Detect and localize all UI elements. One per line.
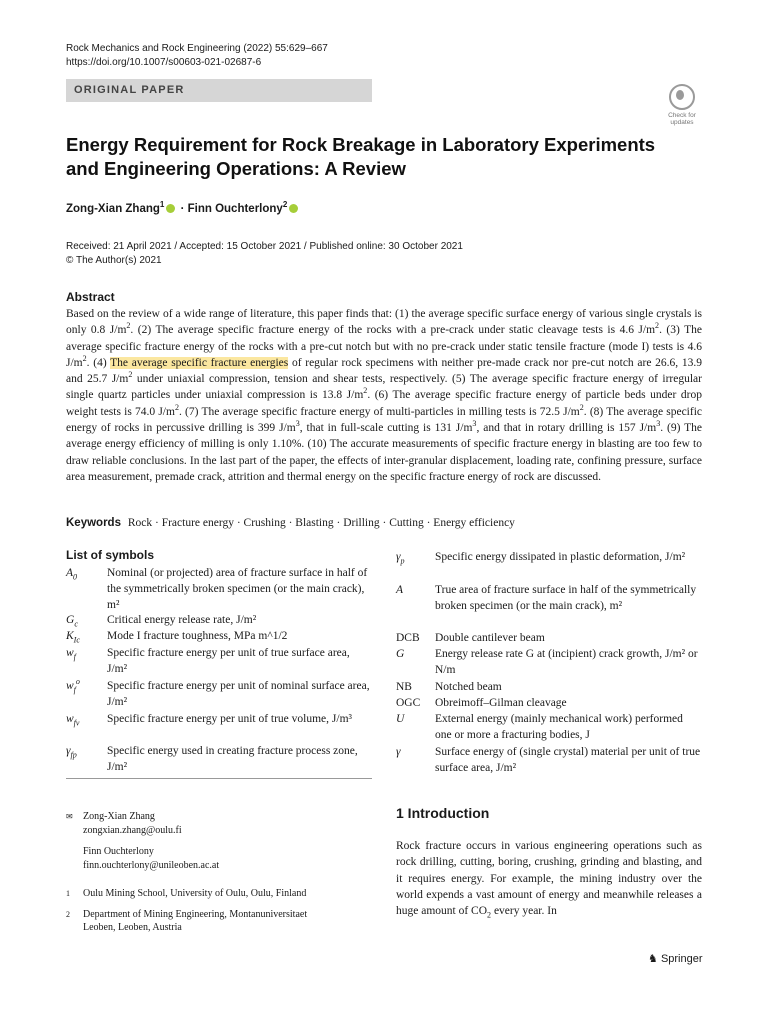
author-name[interactable]: Zong‑Xian Zhang	[66, 203, 160, 215]
abstract-text: Based on the review of a wide range of literature, this paper finds that: (1) the average specific surface energy of various single crystals is only 0.8 $J/m^2$. (2) The average specific fracture energy of the rocks with a pre-crack under static cleavage tests is 4.6 $J/m^2$. (3) The average specific fracture energy of the rocks with a pre-cut notch but with no pre-crack under static tensile fracture (mode I) tests is 4.6 $J/m^2$. (4) The average specific fracture energies of regular rock specimens with neither pre-made crack nor pre-cut notch are 26.6, 13.9 and 25.7 $J/m^2$ under uniaxial compression, tension and shear tests, respectively. (5) The average specific fracture energy of irregular single quartz particles under uniaxial compression is 13.8 $J/m^2$. (6) The average specific fracture energy of particle beds under drop weight tests is 74.0 $J/m^2$. (7) The average specific fracture energy of multi-particles in milling tests is 72.5 $J/m^2$. (8) The average specific energy of rocks in percussive drilling is 399 $J/m^3$, that in full-scale cutting is 131 $J/m^3$, and that in rotary drilling is 157 $J/m^3$. (9) The average energy efficiency of milling is only 1.10%. (10) The accurate measurements of specific fracture energy in blasting are too few to draw reliable conclusions. In the last part of the paper, the effects of inter-granular displacement, loading rate, confining pressure, surface area measurement, premade crack, attrition and thermal energy on the specific fracture energy of rock are discussed.	[66, 308, 702, 483]
author-name[interactable]: Finn Ouchterlony	[187, 203, 283, 215]
corr-email[interactable]: zongxian.zhang@oulu.fi	[83, 824, 182, 836]
affiliation-1	[66, 887, 366, 901]
dates-line: Received: 21 April 2021 / Accepted: 15 October 2021 / Published online: 30 October 2021	[66, 241, 463, 252]
check-badge-line1: Check for	[668, 112, 696, 119]
author-separator: ·	[177, 203, 188, 215]
keywords	[66, 517, 515, 529]
symbol-entry	[66, 711, 372, 744]
corr-name: Zong-Xian Zhang	[83, 811, 155, 822]
journal-line: Rock Mechanics and Rock Engineering (2022) 55:629–667	[66, 43, 328, 54]
symbol-desc: External energy (mainly mechanical work) performed one or more a fracturing bodies, J	[435, 713, 683, 741]
symbol-desc: Specific energy used in creating fracture process zone, J/m²	[107, 745, 358, 773]
abstract-heading: Abstract	[66, 290, 115, 304]
title-line2: and Engineering Operations: A Review	[66, 158, 406, 179]
publisher-logo	[648, 952, 703, 965]
symbol-entry	[396, 711, 702, 744]
keywords-label: Keywords	[66, 517, 121, 529]
symbol: $A_0$	[66, 567, 78, 582]
publisher-name: Springer	[660, 953, 703, 965]
symbol-desc: Specific fracture energy per unit of nominal surface area, J/m²	[107, 680, 370, 708]
symbol-desc: Mode I fracture toughness, MPa m^1/2	[107, 630, 288, 642]
symbol: $w_f$	[66, 647, 76, 662]
orcid-icon[interactable]	[289, 204, 298, 213]
copyright-line: © The Author(s) 2021	[66, 255, 162, 266]
author-affil-mark: 1	[159, 200, 165, 210]
symbol-desc: Critical energy release rate, J/m²	[107, 614, 257, 626]
symbol-desc: Notched beam	[435, 681, 502, 693]
section-heading-introduction: 1 Introduction	[396, 805, 490, 821]
title-line1: Energy Requirement for Rock Breakage in Laboratory Experiments	[66, 134, 656, 155]
symbol-desc: True area of fracture surface in half of the symmetrically broken specimen (or the main crack), m²	[435, 584, 697, 612]
article-type-label: ORIGINAL PAPER	[74, 84, 185, 96]
footnote-divider	[66, 778, 372, 779]
symbol-desc: Energy release rate G at (incipient) crack growth, J/m² or N/m	[435, 648, 698, 676]
affil-mark: 1	[66, 889, 70, 898]
symbol-desc: Obreimoff–Gilman cleavage	[435, 697, 567, 709]
symbol: NB	[396, 681, 412, 693]
paper-title	[66, 133, 666, 181]
symbol: $w_{fv}$	[66, 713, 80, 728]
author2-email[interactable]: finn.ouchterlony@unileoben.ac.at	[83, 859, 220, 871]
symbol-entry	[396, 646, 702, 679]
corresponding-author	[66, 810, 366, 837]
symbol-desc: Specific fracture energy per unit of true surface area, J/m²	[107, 647, 350, 675]
publication-dates	[66, 240, 463, 268]
symbol: $w_f^o$	[66, 677, 80, 695]
check-badge-line2: updates	[670, 119, 694, 126]
doi-link[interactable]: https://doi.org/10.1007/s00603-021-02687-6	[66, 57, 262, 68]
symbol: $G_c$	[66, 614, 78, 629]
symbol-desc: Surface energy of (single crystal) material per unit of true surface area, J/m²	[435, 746, 701, 774]
highlighted-text[interactable]: The average specific fracture energies	[110, 356, 289, 369]
symbol-entry	[66, 743, 372, 776]
symbol: G	[396, 648, 405, 660]
check-for-updates-badge[interactable]	[664, 84, 700, 124]
symbol: $\gamma_p$	[396, 551, 405, 566]
check-updates-icon	[669, 84, 695, 110]
symbol-entry	[66, 645, 372, 678]
keywords-list: Rock · Fracture energy · Crushing · Blasting · Drilling · Cutting · Energy efficiency	[127, 517, 515, 529]
author-affil-mark: 2	[282, 200, 288, 210]
symbol-entry	[66, 678, 372, 711]
springer-horse-icon: ♞	[648, 953, 658, 965]
introduction-text: Rock fracture occurs in various engineering operations such as rock drilling, cutting, boring, crushing, grinding and blasting, and it requires energy. For example, the mining industry over the world expends a vast amount of energy and meanwhile releases a huge amount of $CO_2$ every year. In	[396, 840, 702, 920]
symbols-heading: List of symbols	[66, 548, 155, 562]
symbol: γ	[396, 746, 401, 758]
symbol-entry	[396, 679, 702, 696]
symbol-entry	[66, 612, 372, 629]
symbol-entry	[396, 744, 702, 777]
orcid-icon[interactable]	[166, 204, 175, 213]
affiliation-2	[66, 908, 366, 935]
affil-text: Leoben, Leoben, Austria	[83, 922, 182, 933]
symbol: U	[396, 713, 405, 725]
symbol-entry	[396, 630, 702, 647]
author2-name: Finn Ouchterlony	[83, 846, 154, 857]
symbol-desc: Double cantilever beam	[435, 632, 545, 644]
symbol-desc: Nominal (or projected) area of fracture surface in half of the symmetrically broken specimen (or the main crack), m²	[107, 567, 368, 611]
symbol-desc: Specific fracture energy per unit of true volume, J/m³	[107, 713, 352, 725]
symbol-desc: Specific energy dissipated in plastic deformation, J/m²	[435, 551, 686, 563]
symbol-entry	[396, 695, 702, 712]
symbol: $K_{Ic}$	[66, 630, 80, 645]
journal-citation	[66, 42, 328, 70]
second-author-contact	[66, 845, 366, 872]
symbol: DCB	[396, 632, 420, 644]
affil-text: Department of Mining Engineering, Montanuniversitaet	[83, 908, 308, 920]
symbol-entry	[396, 582, 702, 630]
symbol: $\gamma_{fp}$	[66, 745, 77, 760]
envelope-icon: ✉	[66, 812, 73, 821]
symbol-entry	[66, 628, 372, 645]
symbol: OGC	[396, 697, 421, 709]
symbol-entry	[396, 549, 702, 582]
affil-text: Oulu Mining School, University of Oulu, Oulu, Finland	[83, 888, 307, 899]
article-type-banner	[66, 79, 372, 102]
symbol-entry	[66, 565, 372, 615]
affiliations	[66, 810, 366, 935]
affil-mark: 2	[66, 909, 70, 919]
author-list	[66, 200, 300, 215]
symbol: A	[396, 584, 404, 596]
